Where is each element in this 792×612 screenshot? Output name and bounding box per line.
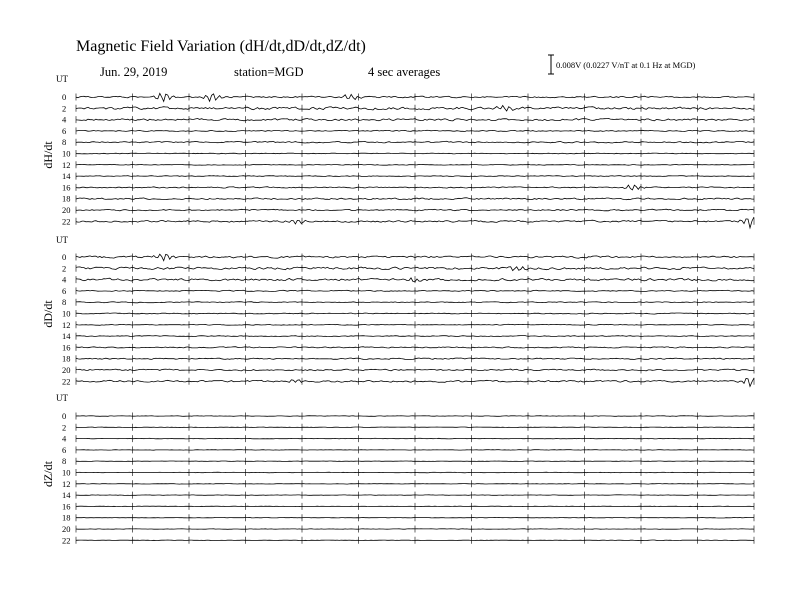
row-label-18: 18 bbox=[62, 193, 71, 204]
station-label: station=MGD bbox=[234, 65, 304, 79]
panel-label: dH/dt bbox=[41, 141, 55, 169]
row-label-12: 12 bbox=[62, 319, 71, 330]
row-label-16: 16 bbox=[62, 501, 71, 512]
row-label-10: 10 bbox=[62, 308, 71, 319]
row-label-12: 12 bbox=[62, 478, 71, 489]
panel-label: dZ/dt bbox=[41, 461, 55, 487]
row-label-12: 12 bbox=[62, 159, 71, 170]
row-label-22: 22 bbox=[62, 216, 71, 227]
ut-label: UT bbox=[56, 393, 68, 403]
row-label-20: 20 bbox=[62, 365, 71, 375]
row-label-10: 10 bbox=[62, 148, 71, 159]
ut-label: UT bbox=[56, 74, 68, 84]
row-label-22: 22 bbox=[62, 376, 71, 387]
row-label-16: 16 bbox=[62, 182, 71, 193]
trace-line bbox=[76, 450, 754, 451]
row-label-8: 8 bbox=[62, 297, 67, 308]
row-label-4: 4 bbox=[62, 433, 67, 444]
row-label-4: 4 bbox=[62, 274, 67, 285]
row-label-14: 14 bbox=[62, 331, 71, 342]
trace-line bbox=[76, 427, 754, 428]
row-label-22: 22 bbox=[62, 535, 71, 546]
trace-line bbox=[76, 484, 754, 485]
ut-label: UT bbox=[56, 235, 68, 245]
row-label-8: 8 bbox=[62, 137, 67, 148]
row-label-4: 4 bbox=[62, 114, 67, 125]
panel-label: dD/dt bbox=[41, 300, 55, 328]
trace-line bbox=[76, 472, 754, 473]
row-label-2: 2 bbox=[62, 422, 67, 433]
trace-line bbox=[76, 164, 754, 165]
row-label-10: 10 bbox=[62, 467, 71, 478]
trace-line bbox=[76, 506, 754, 507]
panel-dddt bbox=[41, 235, 754, 386]
scale-bar-label: 0.008V (0.0227 V/nT at 0.1 Hz at MGD) bbox=[556, 60, 696, 70]
row-label-2: 2 bbox=[62, 103, 67, 114]
trace-line bbox=[76, 438, 754, 439]
date-label: Jun. 29, 2019 bbox=[100, 65, 168, 79]
row-label-0: 0 bbox=[62, 92, 67, 102]
row-label-16: 16 bbox=[62, 342, 71, 353]
row-label-8: 8 bbox=[62, 456, 67, 467]
row-label-6: 6 bbox=[62, 285, 67, 296]
row-label-18: 18 bbox=[62, 512, 71, 523]
row-label-20: 20 bbox=[62, 524, 71, 534]
chart-title: Magnetic Field Variation (dH/dt,dD/dt,dZ/dt) bbox=[76, 38, 366, 55]
row-label-2: 2 bbox=[62, 263, 67, 274]
row-label-14: 14 bbox=[62, 490, 71, 501]
row-label-0: 0 bbox=[62, 252, 67, 262]
row-label-0: 0 bbox=[62, 411, 67, 421]
panel-dzdt bbox=[41, 393, 754, 545]
row-label-18: 18 bbox=[62, 353, 71, 364]
trace-line bbox=[76, 153, 754, 154]
row-label-20: 20 bbox=[62, 205, 71, 215]
panel-dhdt bbox=[41, 74, 754, 228]
averaging-label: 4 sec averages bbox=[368, 65, 441, 79]
trace-line bbox=[76, 461, 754, 462]
row-label-6: 6 bbox=[62, 125, 67, 136]
row-label-14: 14 bbox=[62, 171, 71, 182]
row-label-6: 6 bbox=[62, 444, 67, 455]
trace-line bbox=[76, 529, 754, 530]
trace-line bbox=[76, 416, 754, 417]
